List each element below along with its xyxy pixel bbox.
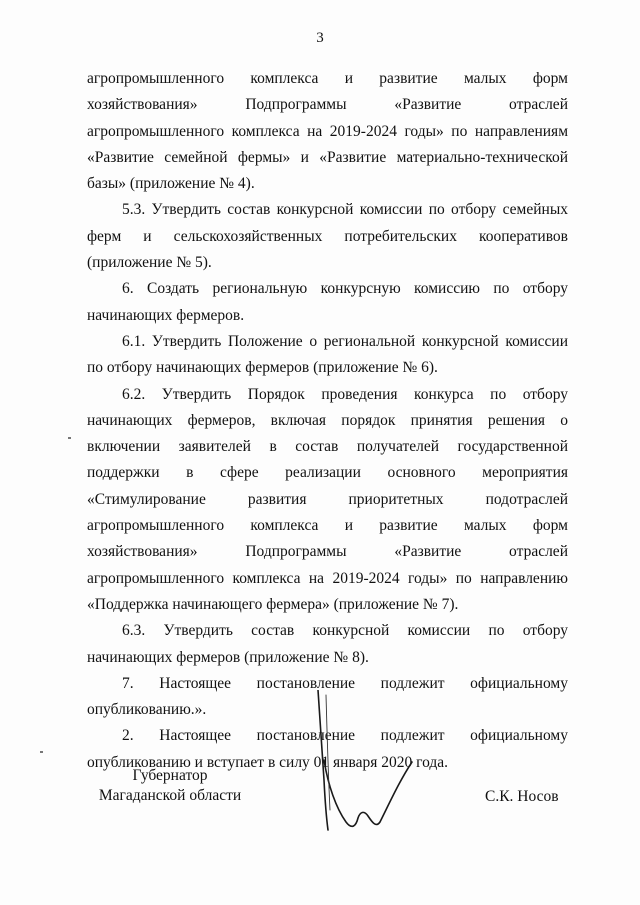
document-body xyxy=(87,66,568,776)
position-title: Губернатор xyxy=(132,767,208,784)
position-region: Магаданской области xyxy=(98,787,242,804)
page-number: 3 xyxy=(316,30,324,46)
paragraph-2: 2. Настоящее постановление подлежит официальному опубликованию и вступает в силу 01 января 2020 года. xyxy=(87,727,568,771)
paragraph-6: 6. Создать региональную конкурсную комиссию по отбору начинающих фермеров. xyxy=(87,280,568,324)
signatory-position xyxy=(85,766,255,806)
paragraph-5-3: 5.3. Утвердить состав конкурсной комиссии по отбору семейных ферм и сельскохозяйственных потребительских кооперативов (приложение № 5). xyxy=(87,201,568,272)
paragraph-6-2: 6.2. Утвердить Порядок проведения конкурса по отбору начинающих фермеров, включая порядок принятия решения о включении заявителей в состав получателей государственной поддержки в сфере реализации основного мероприятия «Стимулирование развития приоритетных подотраслей агропромышленного комплекса и развитие малых форм хозяйствования» Подпрограммы «Развитие отраслей агропромышленного комплекса на 2019-2024 годы» по направлению «Поддержка начинающего фермера» (приложение № 7). xyxy=(87,385,568,613)
paragraph-7: 7. Настоящее постановление подлежит официальному опубликованию.». xyxy=(87,674,568,719)
paragraph-continued: агропромышленного комплекса и развитие малых форм хозяйствования» Подпрограммы «Развитие отраслей агропромышленного комплекса на 2019-2024 годы» по направлениям «Развитие семейной фермы» и «Развитие материально-технической базы» (приложение № 4). xyxy=(87,70,568,193)
scan-artifact xyxy=(40,751,43,753)
handwritten-signature xyxy=(300,690,430,840)
signatory-name: С.К. Носов xyxy=(485,788,559,805)
paragraph-6-1: 6.1. Утвердить Положение о региональной конкурсной комиссии по отбору начинающих фермеров (приложение № 6). xyxy=(87,332,568,377)
paragraph-6-3: 6.3. Утвердить состав конкурсной комиссии по отбору начинающих фермеров (приложение № 8). xyxy=(87,622,568,666)
scan-artifact xyxy=(68,437,71,439)
